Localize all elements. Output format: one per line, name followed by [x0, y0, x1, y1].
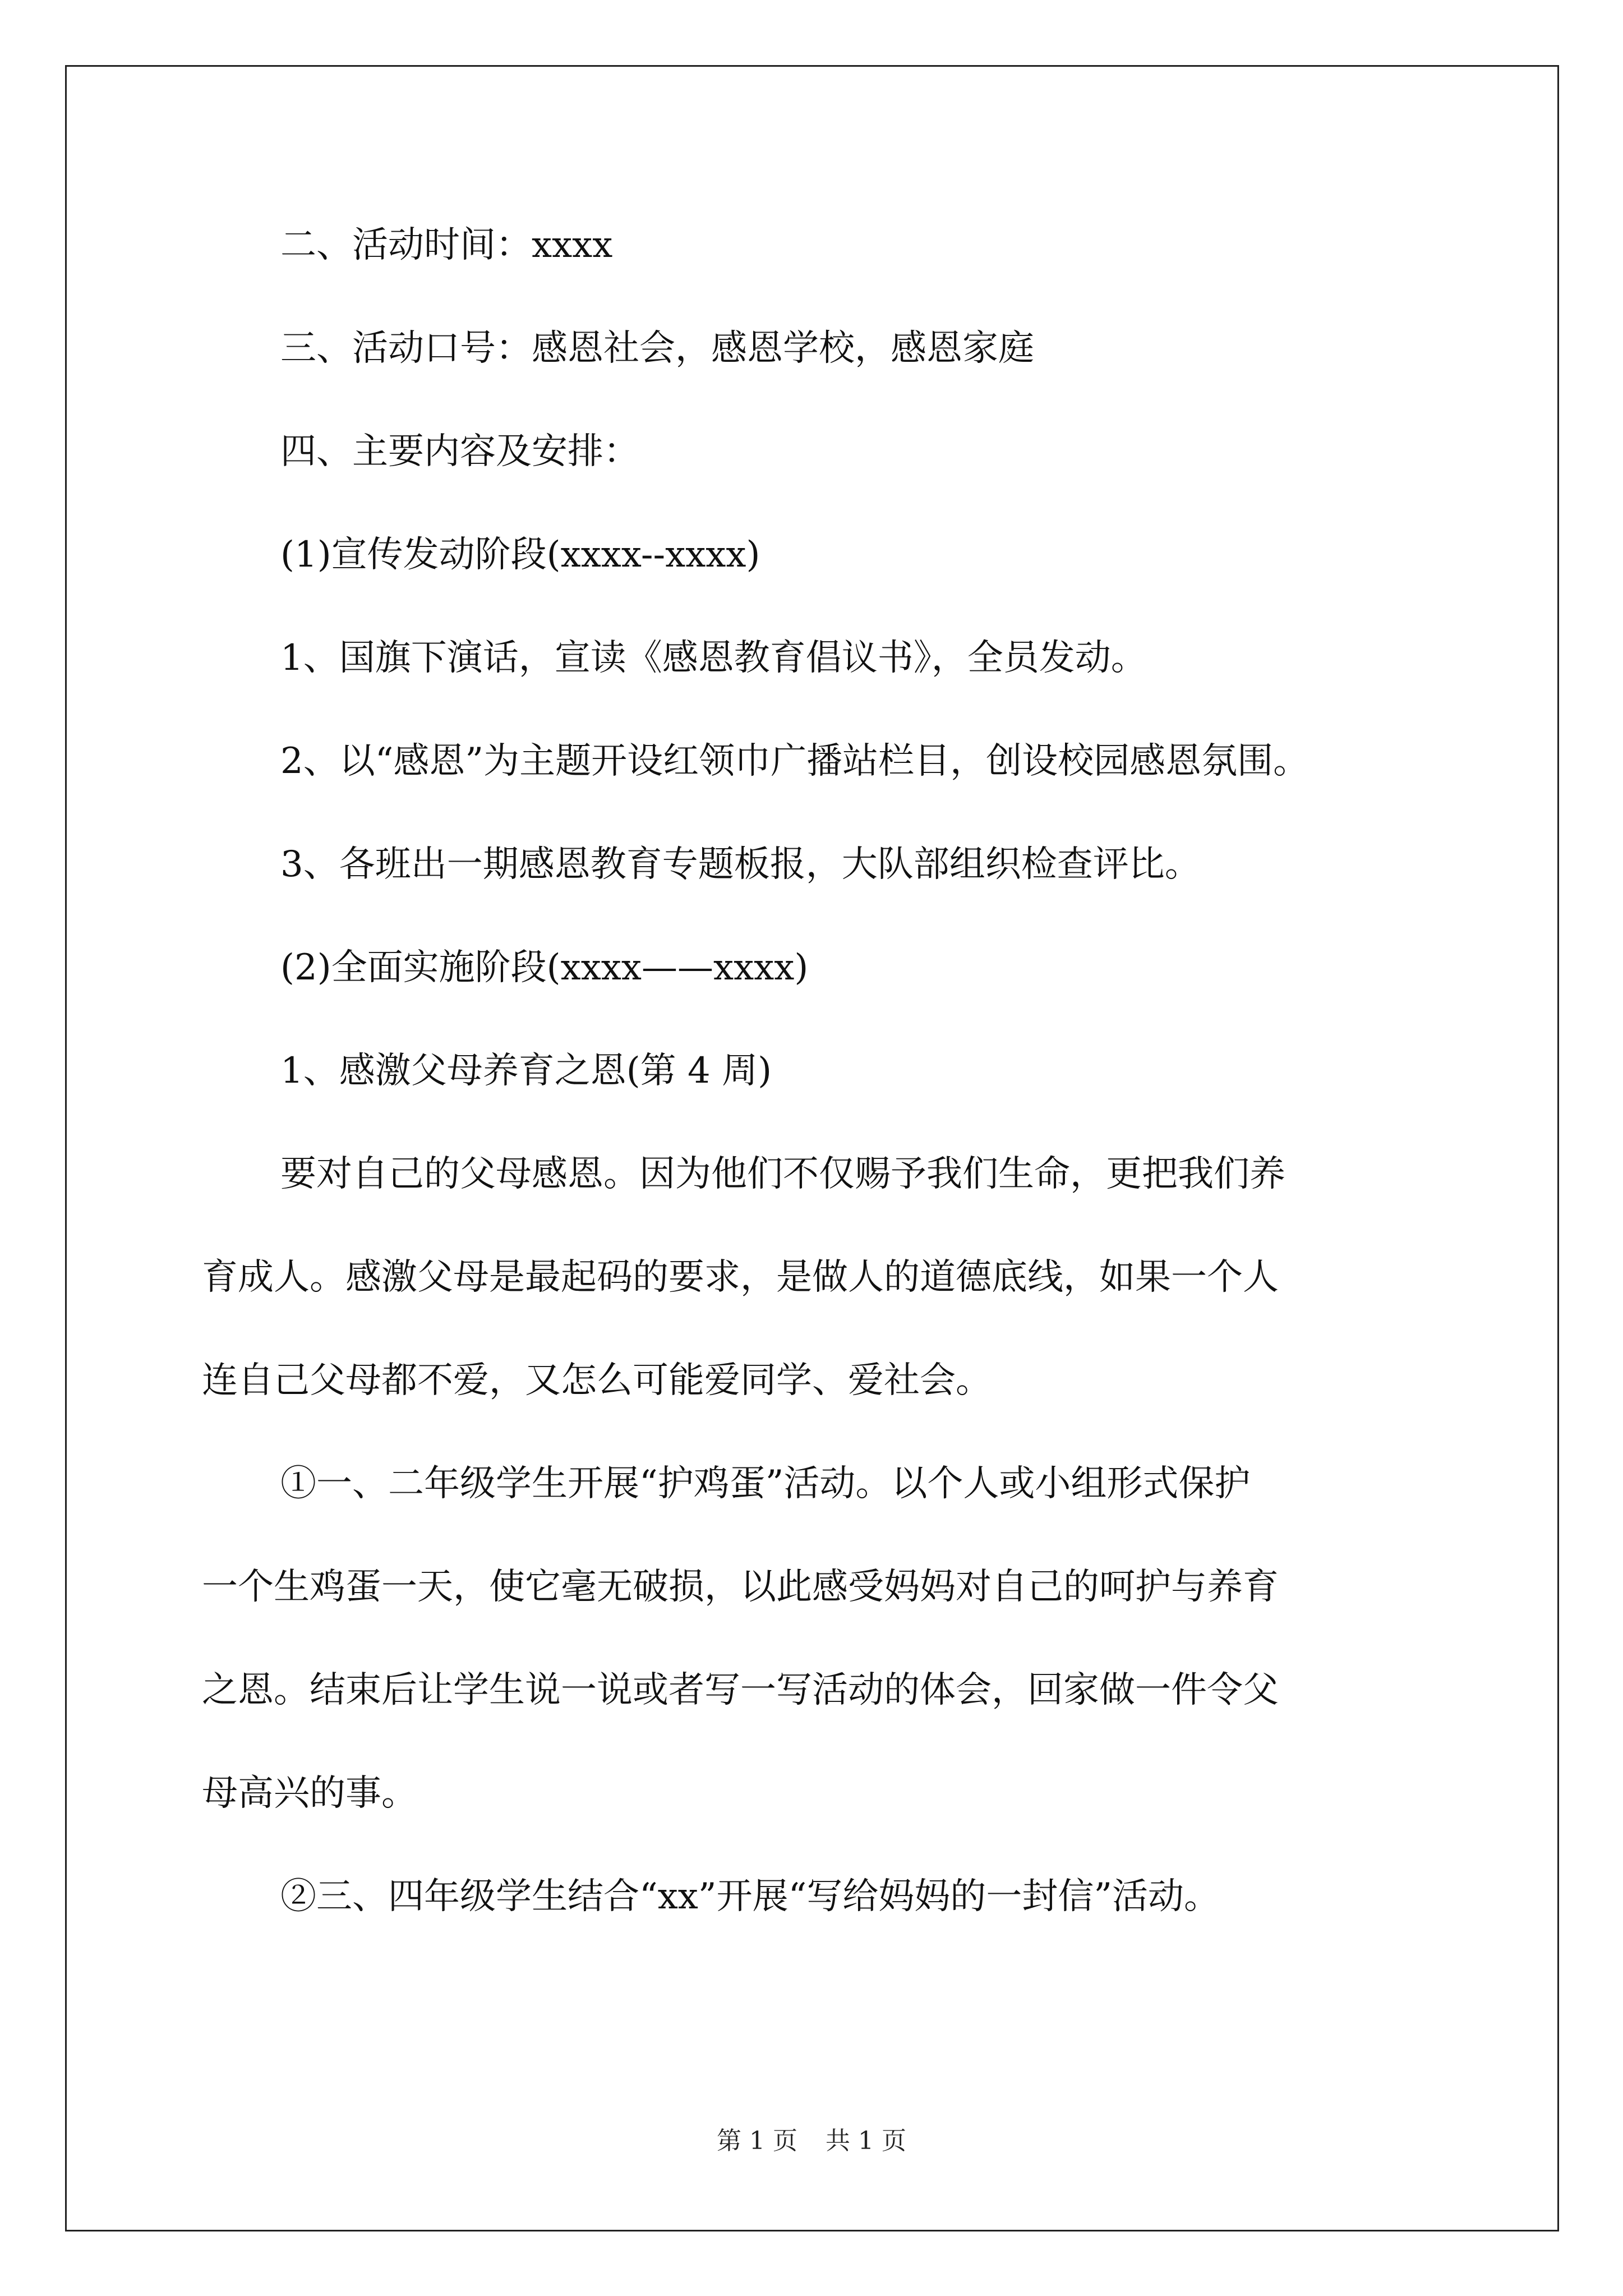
- paragraph-line: ①一、二年级学生开展“护鸡蛋”活动。以个人或小组形式保护: [280, 1463, 1251, 1504]
- paragraph-line: ②三、四年级学生结合“xx”开展“写给妈妈的一封信”活动。: [280, 1876, 1220, 1917]
- stage-1-item-2: 2、以“感恩”为主题开设红领巾广播站栏目，创设校园感恩氛围。: [280, 740, 1310, 782]
- activity-slogan-line: 三、活动口号：感恩社会，感恩学校，感恩家庭: [280, 328, 1034, 369]
- stage-2-item-1: 1、感激父母养育之恩(第 4 周): [280, 1050, 772, 1092]
- page-footer: [0, 2120, 1623, 2156]
- paragraph-line: 连自己父母都不爱，又怎么可能爱同学、爱社会。: [202, 1360, 992, 1401]
- stage-1-item-1: 1、国旗下演话，宣读《感恩教育倡议书》，全员发动。: [280, 637, 1147, 679]
- stage-1-heading: (1)宣传发动阶段(xxxx--xxxx): [280, 534, 760, 576]
- stage-2-heading: (2)全面实施阶段(xxxx——xxxx): [280, 947, 809, 988]
- paragraph-letter-activity: [280, 1877, 1436, 1916]
- paragraph-line: 要对自己的父母感恩。因为他们不仅赐予我们生命，更把我们养: [280, 1153, 1285, 1195]
- activity-time-line: 二、活动时间：xxxx: [280, 224, 613, 266]
- paragraph-egg-activity: [202, 1463, 1436, 1814]
- page-total: 共 1 页: [826, 2127, 906, 2155]
- stage-1-item-3: 3、各班出一期感恩教育专题板报，大队部组织检查评比。: [280, 844, 1201, 885]
- paragraph-gratitude-parents: [202, 1153, 1436, 1401]
- paragraph-line: 一个生鸡蛋一天，使它毫无破损，以此感受妈妈对自己的呵护与养育: [202, 1566, 1279, 1608]
- paragraph-line: 母高兴的事。: [202, 1773, 417, 1814]
- document-body: [202, 224, 1436, 1980]
- main-content-heading: 四、主要内容及安排：: [280, 431, 639, 472]
- page-number: 第 1 页: [717, 2127, 797, 2155]
- paragraph-line: 育成人。感激父母是最起码的要求，是做人的道德底线，如果一个人: [202, 1257, 1279, 1298]
- paragraph-line: 之恩。结束后让学生说一说或者写一写活动的体会，回家做一件令父: [202, 1669, 1279, 1711]
